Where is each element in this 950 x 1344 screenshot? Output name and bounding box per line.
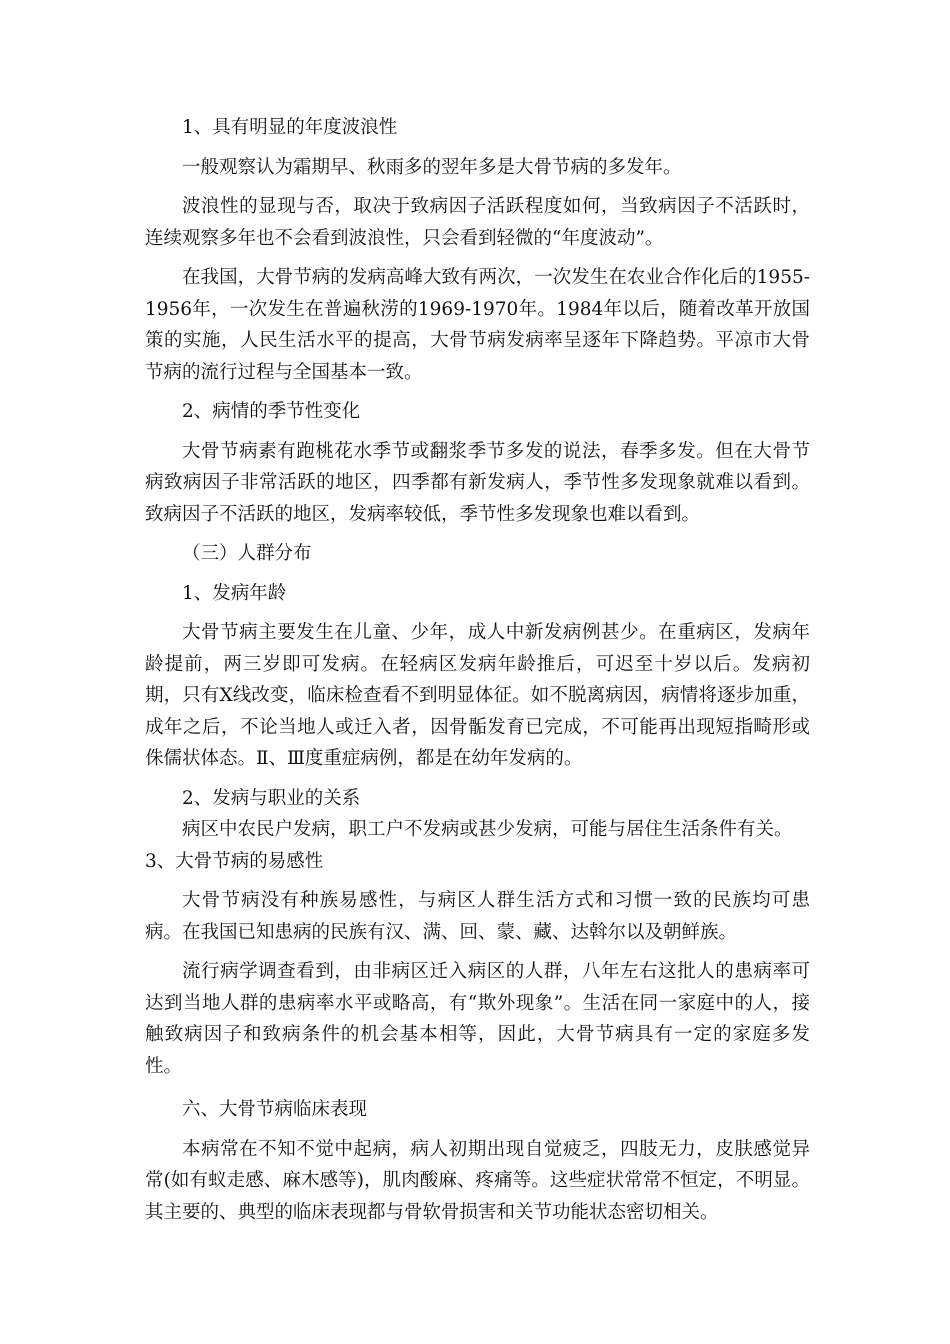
- paragraph-clinical-onset: 本病常在不知不觉中起病，病人初期出现自觉疲乏，四肢无力，皮肤感觉异常(如有蚁走感、麻木感等)，肌肉酸麻、疼痛等。这些症状常常不恒定，不明显。其主要的、典型的临床表现都与骨软骨损害和关节功能状态密切相关。: [145, 1138, 810, 1223]
- heading-clinical-manifestation: 六、大骨节病临床表现: [182, 1099, 368, 1120]
- heading-seasonal-change: 2、病情的季节性变化: [182, 401, 361, 422]
- document-page: [145, 112, 810, 1236]
- heading-occupation: 2、发病与职业的关系: [182, 787, 361, 809]
- heading-annual-wave: 1、具有明显的年度波浪性: [182, 117, 398, 138]
- heading-population-distribution: （三）人群分布: [182, 543, 312, 564]
- paragraph-ethnic-susceptibility: 大骨节病没有种族易感性，与病区人群生活方式和习惯一致的民族均可患病。在我国已知患病的民族有汉、满、回、蒙、藏、达斡尔以及朝鲜族。: [145, 890, 810, 943]
- heading-onset-age: 1、发病年龄: [182, 582, 287, 604]
- paragraph-onset-age: 大骨节病主要发生在儿童、少年，成人中新发病例甚少。在重病区，发病年龄提前，两三岁即可发病。在轻病区发病年龄推后，可迟至十岁以后。发病初期，只有X线改变，临床检查看不到明显体征。如不脱离病因，病情将逐步加重，成年之后，不论当地人或迁入者，因骨骺发育已完成，不可能再出现短指畸形或侏儒状体态。Ⅱ、Ⅲ度重症病例，都是在幼年发病的。: [145, 622, 810, 769]
- paragraph-frost-autumn-rain: 一般观察认为霜期早、秋雨多的翌年多是大骨节病的多发年。: [182, 156, 682, 178]
- paragraph-migration-family: 流行病学调查看到，由非病区迁入病区的人群，八年左右这批人的患病率可达到当地人群的患病率水平或略高，有“欺外现象”。生活在同一家庭中的人，接触致病因子和致病条件的机会基本相等，因此，大骨节病具有一定的家庭多发性。: [145, 961, 810, 1077]
- heading-susceptibility: 3、大骨节病的易感性: [145, 850, 324, 872]
- paragraph-seasonal-onset: 大骨节病素有跑桃花水季节或翻浆季节多发的说法，春季多发。但在大骨节病致病因子非常活跃的地区，四季都有新发病人，季节性多发现象就难以看到。致病因子不活跃的地区，发病率较低，季节性多发现象也难以看到。: [145, 440, 810, 525]
- paragraph-wave-visibility: 波浪性的显现与否，取决于致病因子活跃程度如何，当致病因子不活跃时，连续观察多年也不会看到波浪性，只会看到轻微的“年度波动”。: [145, 196, 810, 249]
- paragraph-occupation: 病区中农民户发病，职工户不发病或甚少发病，可能与居住生活条件有关。: [182, 819, 793, 840]
- paragraph-national-peaks: 在我国，大骨节病的发病高峰大致有两次，一次发生在农业合作化后的1955-1956年，一次发生在普遍秋涝的1969-1970年。1984年以后，随着改革开放国策的实施，人民生活水平的提高，大骨节病发病率呈逐年下降趋势。平凉市大骨节病的流行过程与全国基本一致。: [145, 267, 810, 383]
